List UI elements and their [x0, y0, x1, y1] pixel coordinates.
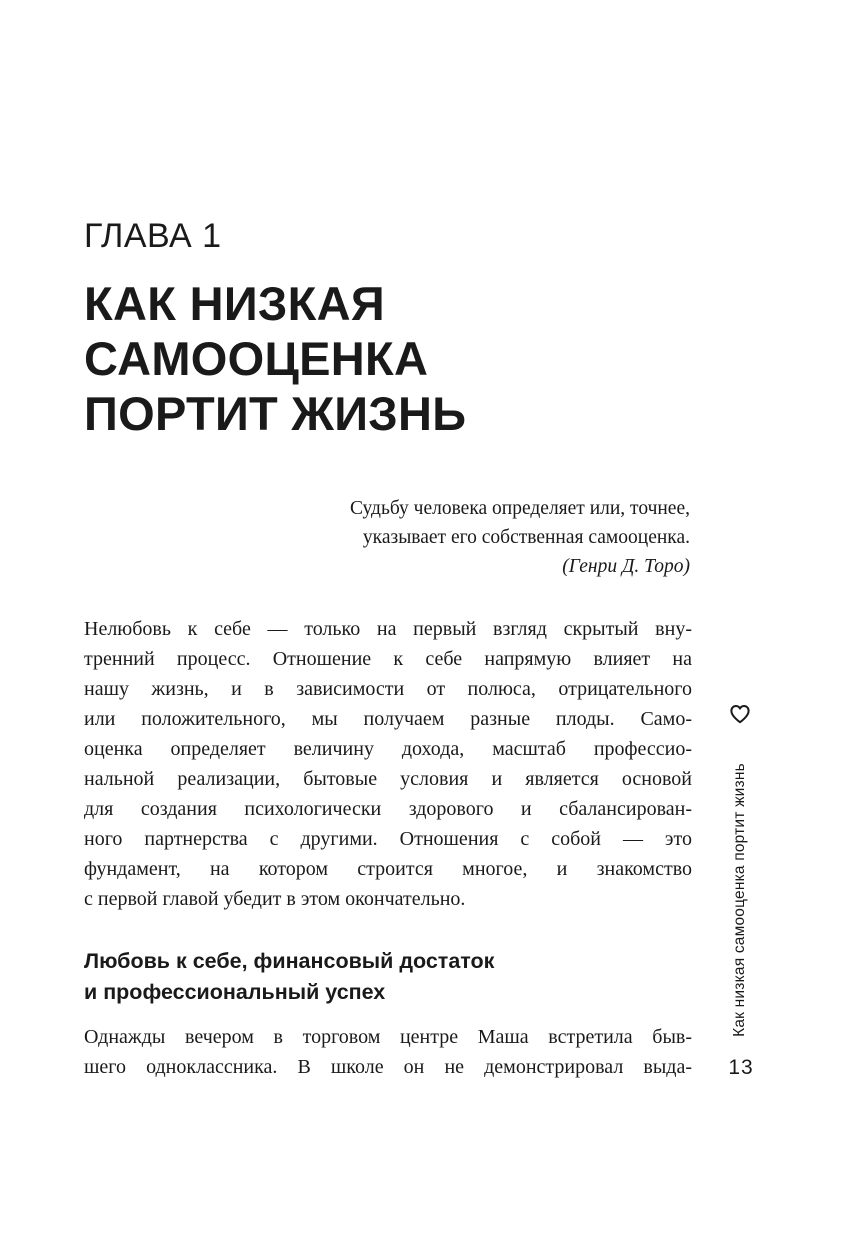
chapter-label: ГЛАВА 1	[84, 217, 222, 255]
text-line: оценка определяет величину дохода, масштаб профессио-	[84, 738, 692, 760]
text-line: с первой главой убедит в этом окончательно.	[84, 888, 466, 910]
epigraph-line: указывает его собственная самооценка.	[362, 527, 690, 548]
text-line: или положительного, мы получаем разные плоды. Само-	[84, 708, 692, 730]
chapter-title-line: ПОРТИТ ЖИЗНЬ	[84, 387, 467, 440]
page-number: 13	[728, 1056, 754, 1079]
text-line: Нелюбовь к себе — только на первый взгляд скрытый вну-	[84, 618, 692, 640]
section-heading-line: и профессиональный успех	[84, 980, 386, 1004]
chapter-title-line: КАК НИЗКАЯ	[84, 277, 385, 330]
running-head	[726, 760, 754, 1040]
running-head-text: Как низкая самооценка портит жизнь	[731, 763, 748, 1037]
text-line: ного партнерства с другими. Отношения с собой — это	[84, 828, 692, 850]
text-line: Однажды вечером в торговом центре Маша встретила быв-	[84, 1026, 692, 1048]
heart-outline-icon	[729, 704, 751, 724]
text-line: шего одноклассника. В школе он не демонстрировал выда-	[84, 1056, 692, 1078]
text-line: тренний процесс. Отношение к себе напрямую влияет на	[84, 648, 692, 670]
epigraph	[350, 494, 690, 581]
text-line: нашу жизнь, и в зависимости от полюса, отрицательного	[84, 678, 692, 700]
text-line: фундамент, на котором строится многое, и знакомство	[84, 858, 692, 880]
chapter-title	[84, 276, 466, 441]
paragraph-intro	[84, 614, 692, 914]
chapter-title-line: САМООЦЕНКА	[84, 332, 429, 385]
epigraph-line: Судьбу человека определяет или, точнее,	[349, 498, 690, 519]
paragraph-story	[84, 1022, 692, 1082]
section-heading-line: Любовь к себе, финансовый достаток	[84, 949, 495, 973]
text-line: для создания психологически здорового и сбалансирован-	[84, 798, 692, 820]
section-heading	[84, 946, 494, 1008]
text-line: нальной реализации, бытовые условия и является основой	[84, 768, 692, 790]
epigraph-author: (Генри Д. Торо)	[562, 556, 690, 577]
